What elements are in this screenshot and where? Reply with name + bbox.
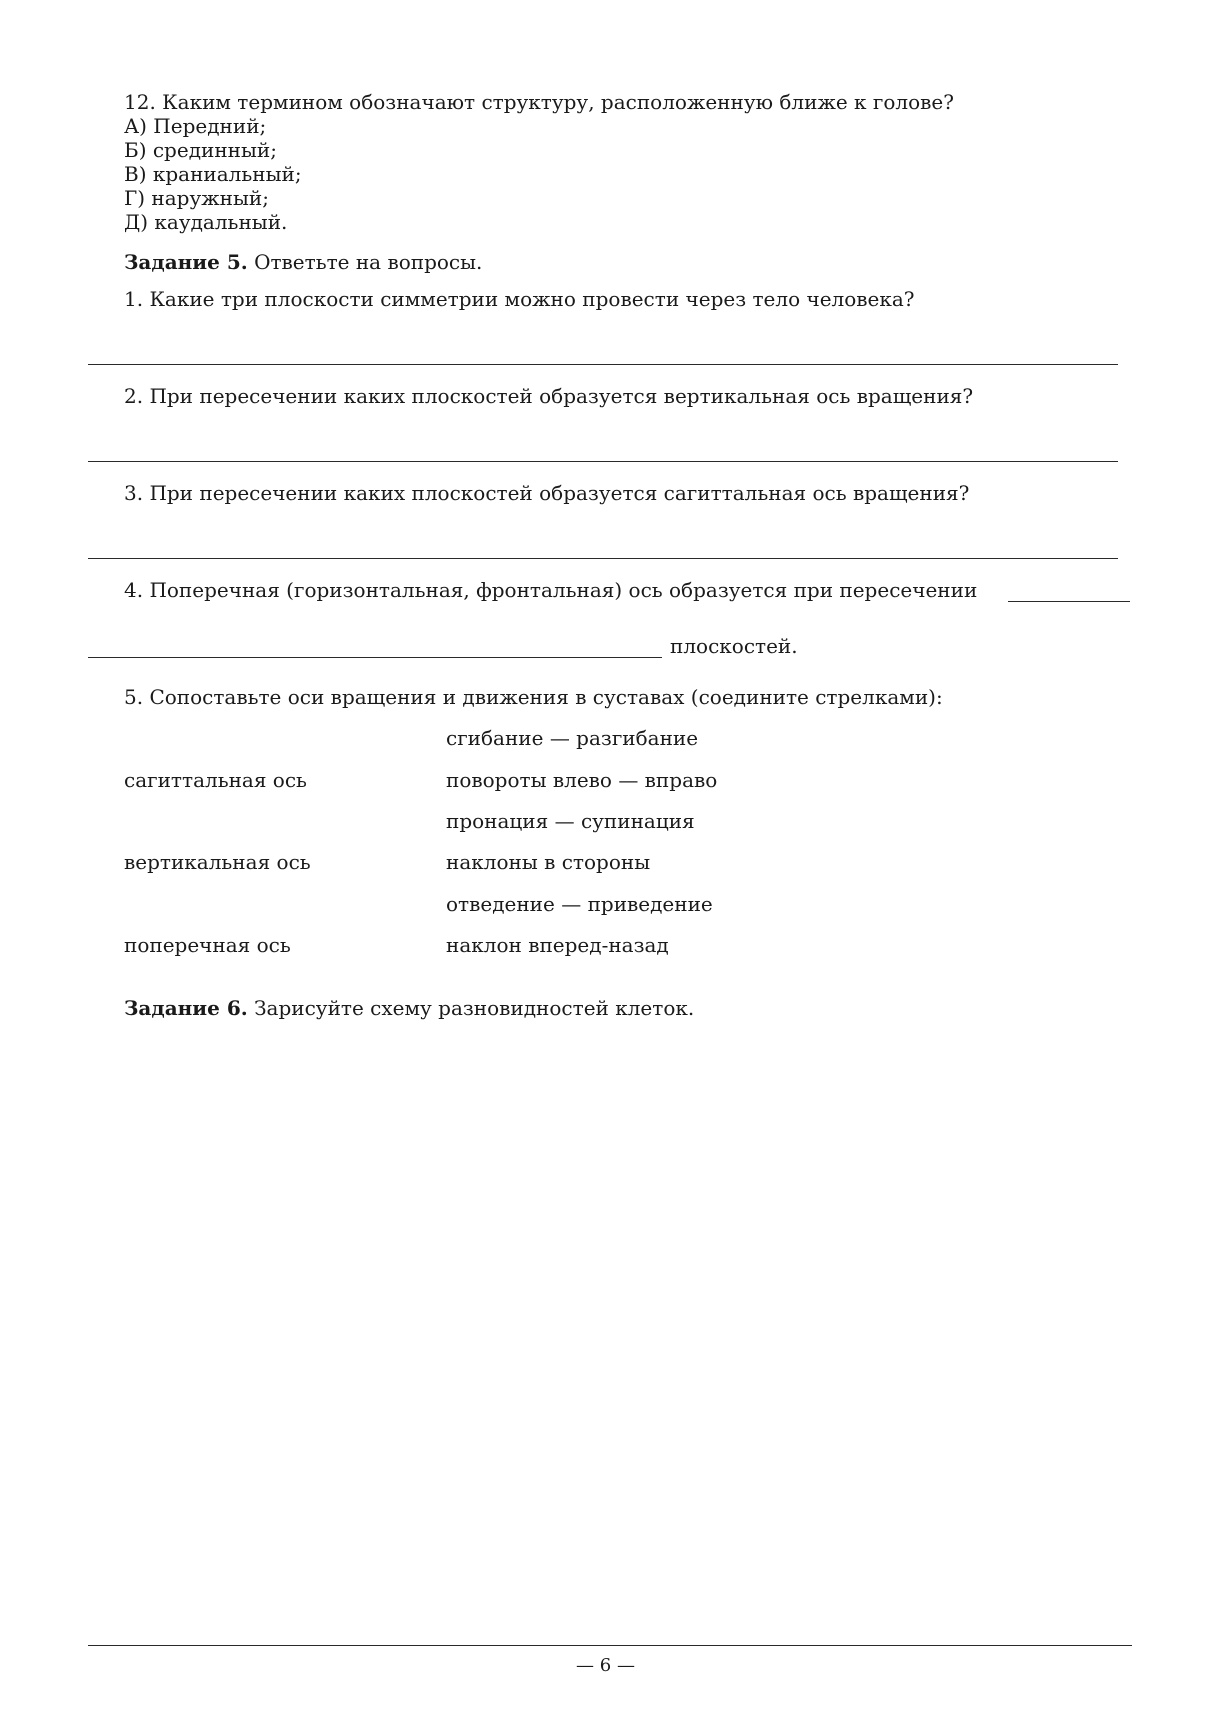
task5-question-3: 3. При пересечении каких плоскостей образуется сагиттальная ось вращения? — [124, 481, 970, 505]
axis-item: сагиттальная ось — [124, 768, 307, 792]
task5-heading — [124, 250, 482, 274]
q12-question: 12. Каким термином обозначают структуру, расположенную ближе к голове? — [124, 90, 954, 114]
task6-text: Зарисуйте схему разновидностей клеток. — [247, 996, 695, 1020]
task5-label: Задание 5. — [124, 250, 248, 274]
movement-item: сгибание — разгибание — [446, 726, 699, 750]
task5-question-4-end: плоскостей. — [670, 634, 798, 658]
answer-line-3[interactable] — [88, 558, 1118, 559]
task6-heading — [124, 996, 694, 1020]
task5-text: Ответьте на вопросы. — [247, 250, 483, 274]
movement-item: пронация — супинация — [446, 809, 695, 833]
axis-item: вертикальная ось — [124, 850, 311, 874]
page-number: — 6 — — [576, 1655, 635, 1676]
movement-item: повороты влево — вправо — [446, 768, 718, 792]
task5-question-2: 2. При пересечении каких плоскостей образуется вертикальная ось вращения? — [124, 384, 974, 408]
axis-item: поперечная ось — [124, 933, 291, 957]
q12-option-c: В) краниальный; — [124, 162, 302, 186]
movement-item: наклоны в стороны — [446, 850, 651, 874]
answer-line-4b[interactable] — [88, 657, 662, 658]
task5-question-5: 5. Сопоставьте оси вращения и движения в суставах (соедините стрелками): — [124, 685, 943, 709]
movement-item: наклон вперед-назад — [446, 933, 669, 957]
answer-line-4a[interactable] — [1008, 601, 1130, 602]
task5-question-1: 1. Какие три плоскости симметрии можно провести через тело человека? — [124, 287, 915, 311]
movement-item: отведение — приведение — [446, 892, 713, 916]
q12-option-d: Г) наружный; — [124, 186, 269, 210]
q12-option-b: Б) срединный; — [124, 138, 277, 162]
q12-option-e: Д) каудальный. — [124, 210, 288, 234]
q12-option-a: А) Передний; — [124, 114, 267, 138]
task5-question-4: 4. Поперечная (горизонтальная, фронтальная) ось образуется при пересечении — [124, 578, 978, 602]
answer-line-2[interactable] — [88, 461, 1118, 462]
task6-label: Задание 6. — [124, 996, 248, 1020]
footer-rule — [88, 1645, 1132, 1646]
answer-line-1[interactable] — [88, 364, 1118, 365]
